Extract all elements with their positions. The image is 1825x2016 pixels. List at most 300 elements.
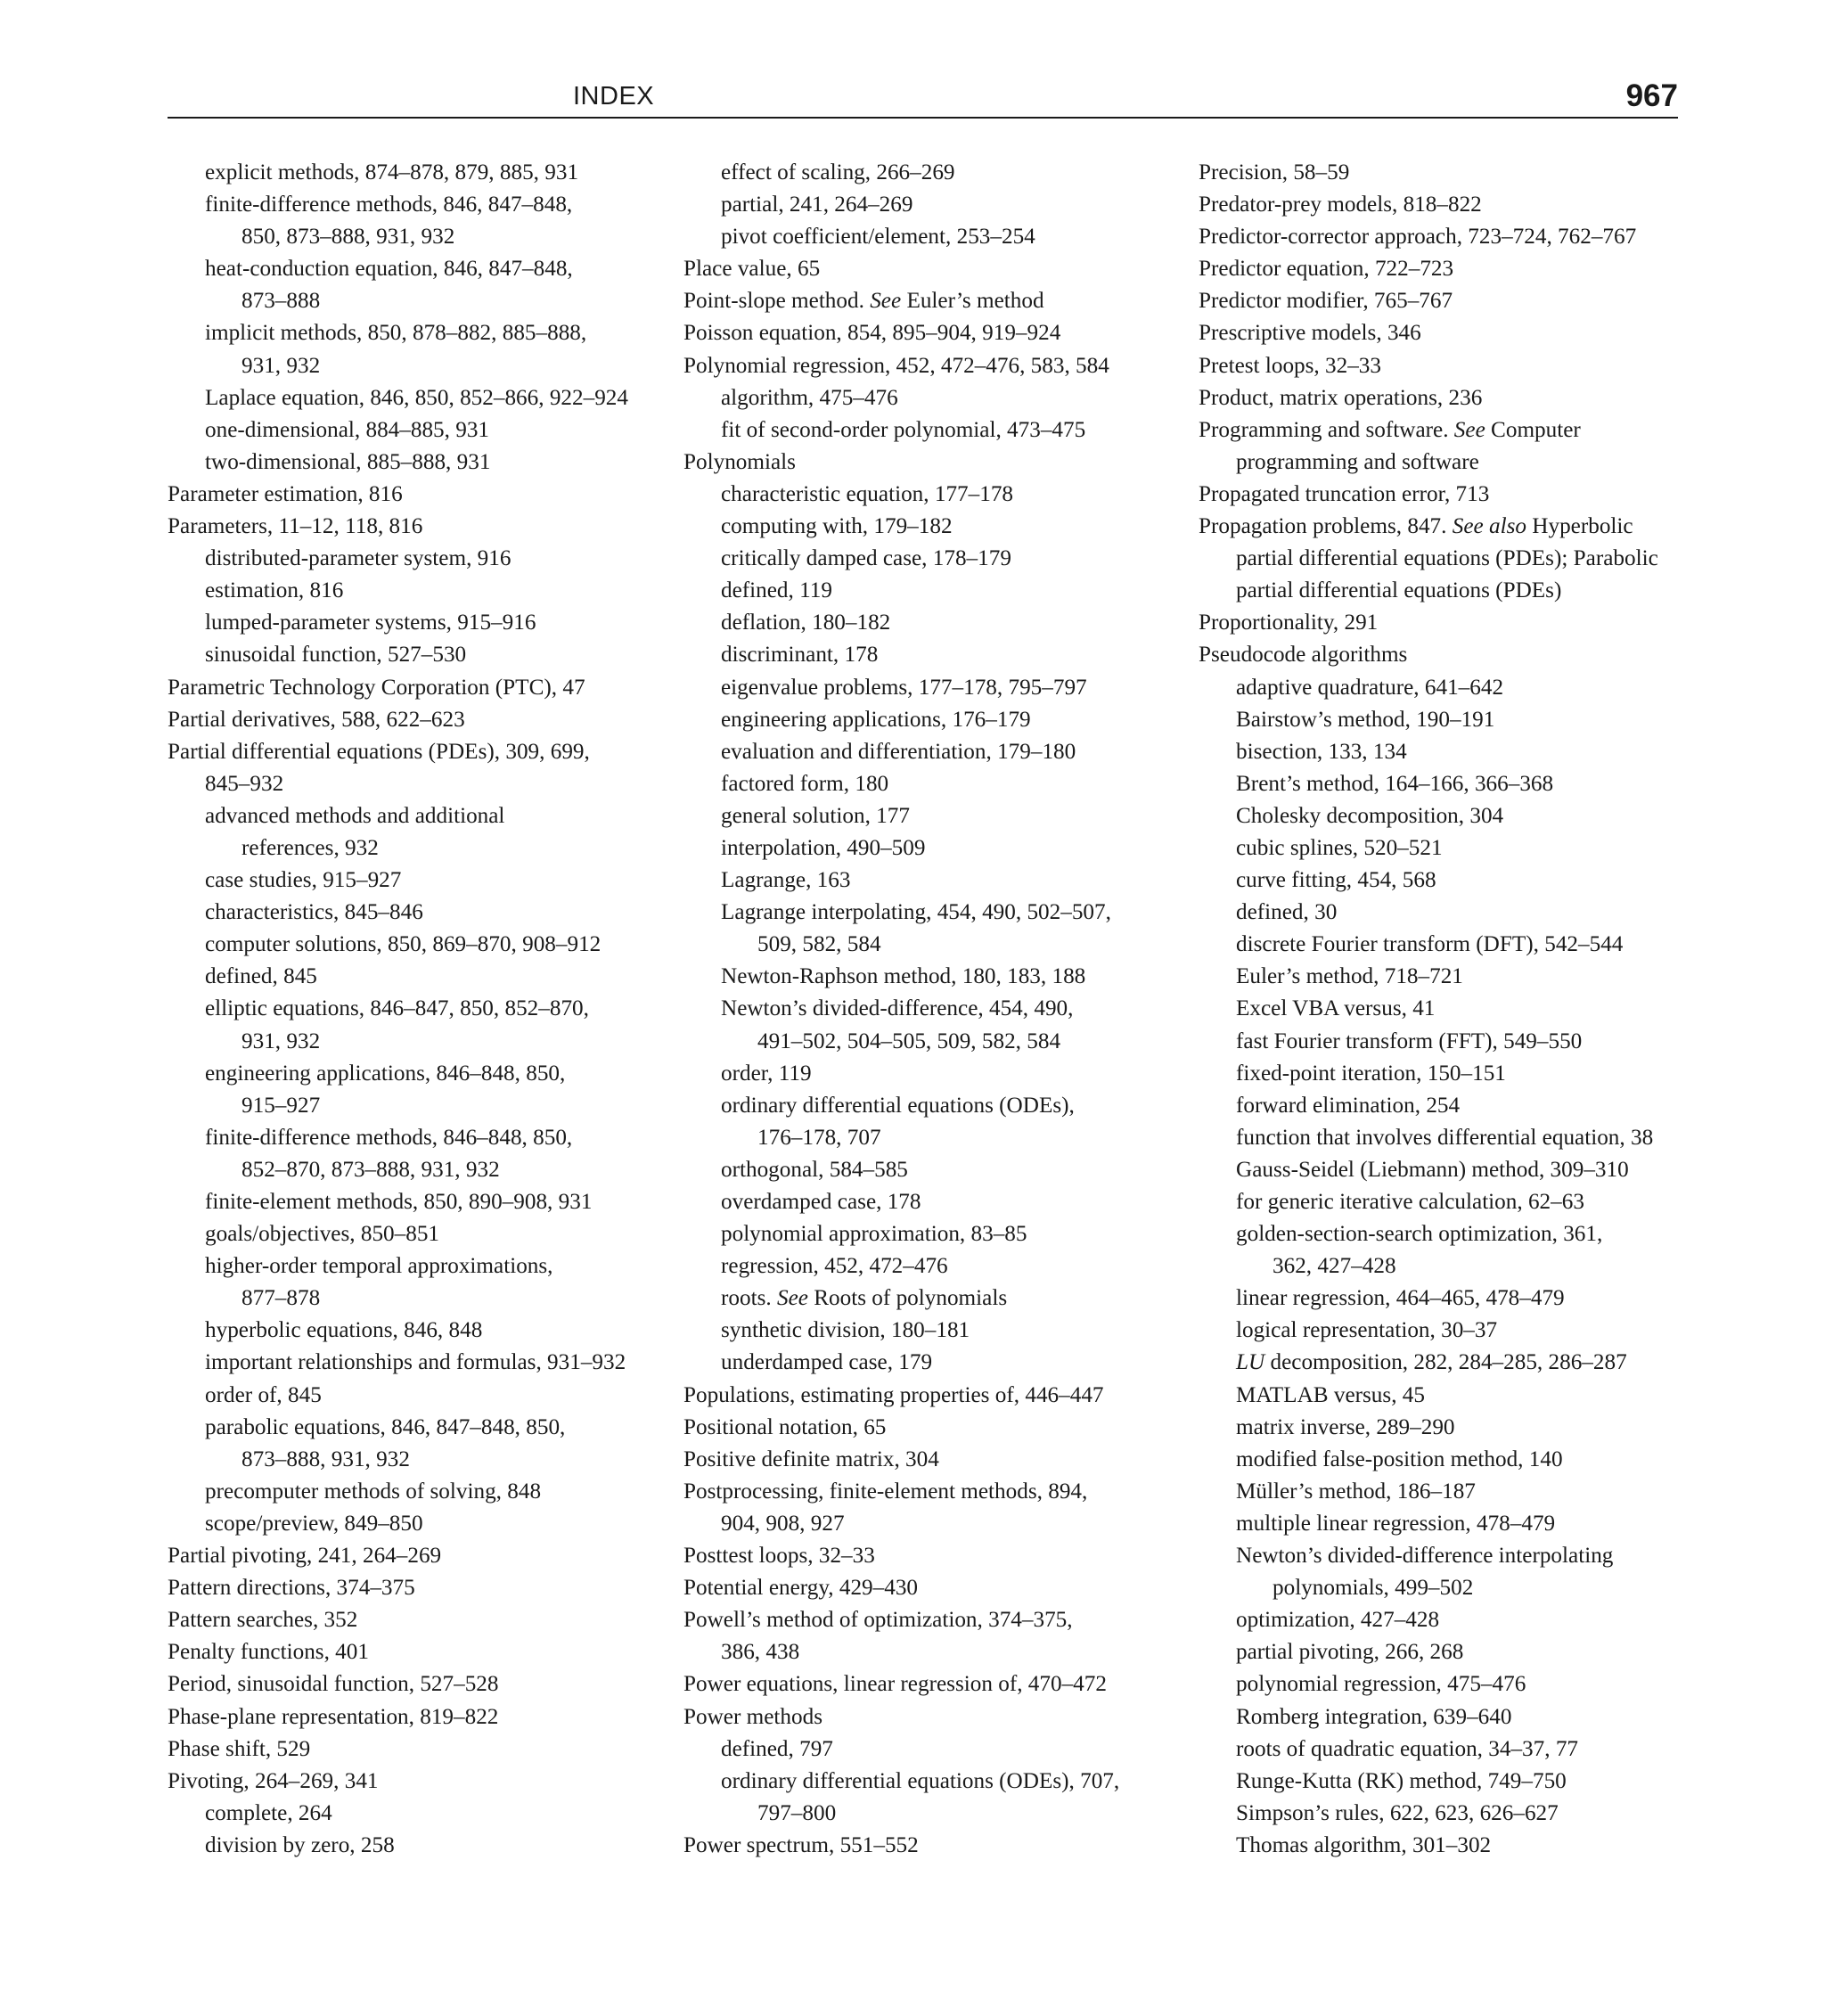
entry-text: discrete Fourier transform (DFT), 542–544 xyxy=(1236,932,1624,957)
index-entry xyxy=(1199,1604,1698,1636)
entry-text: ordinary differential equations (ODEs), xyxy=(721,1093,1075,1118)
index-entry xyxy=(683,1701,1183,1733)
index-column-2 xyxy=(683,157,1183,1862)
entry-text: Predictor equation, 722–723 xyxy=(1199,257,1454,282)
entry-text: Predator-prey models, 818–822 xyxy=(1199,193,1482,217)
entry-text: parabolic equations, 846, 847–848, 850, xyxy=(205,1414,566,1439)
entry-text: lumped-parameter systems, 915–916 xyxy=(205,611,536,635)
entry-text: 386, 438 xyxy=(721,1640,800,1665)
entry-text: Brent’s method, 164–166, 366–368 xyxy=(1236,771,1554,796)
index-entry xyxy=(683,285,1183,317)
index-entry xyxy=(683,1315,1183,1347)
entry-text: partial pivoting, 266, 268 xyxy=(1236,1640,1464,1665)
index-column-3 xyxy=(1199,157,1698,1862)
index-entry xyxy=(1199,1347,1698,1379)
index-entry xyxy=(683,511,1183,543)
entry-text: Bairstow’s method, 190–191 xyxy=(1236,707,1495,732)
index-entry xyxy=(168,897,667,929)
index-entry xyxy=(168,768,667,800)
entry-text: defined, 845 xyxy=(205,964,317,989)
entry-text: 931, 932 xyxy=(241,353,321,378)
entry-text: case studies, 915–927 xyxy=(205,868,402,893)
index-entry xyxy=(683,350,1183,382)
entry-text: finite-difference methods, 846, 847–848, xyxy=(205,193,573,217)
index-entry xyxy=(168,993,667,1025)
index-entry xyxy=(683,543,1183,575)
page-number: 967 xyxy=(1625,78,1678,113)
cross-reference-target: Roots of polynomials xyxy=(814,1286,1008,1311)
index-entry xyxy=(168,1412,667,1444)
index-entry xyxy=(168,704,667,736)
entry-text: Propagation problems, 847. xyxy=(1199,514,1447,539)
index-entry xyxy=(683,800,1183,832)
entry-text: distributed-parameter system, 916 xyxy=(205,546,511,571)
entry-text: Newton-Raphson method, 180, 183, 188 xyxy=(721,964,1086,989)
index-entry xyxy=(683,479,1183,511)
index-entry xyxy=(1199,1283,1698,1315)
index-entry xyxy=(1199,1476,1698,1508)
index-entry xyxy=(683,1122,1183,1154)
index-entry xyxy=(683,1444,1183,1476)
index-entry xyxy=(168,1798,667,1830)
entry-text: ordinary differential equations (ODEs), 707, xyxy=(721,1768,1120,1793)
entry-text: linear regression, 464–465, 478–479 xyxy=(1236,1286,1565,1311)
index-entry xyxy=(168,1636,667,1668)
entry-text: explicit methods, 874–878, 879, 885, 931 xyxy=(205,160,579,184)
index-entry xyxy=(1199,1766,1698,1798)
cross-reference-target: Euler’s method xyxy=(906,289,1044,314)
index-entry xyxy=(683,607,1183,639)
index-entry xyxy=(683,1476,1183,1508)
entry-text: Prescriptive models, 346 xyxy=(1199,321,1421,346)
index-entry xyxy=(683,639,1183,671)
index-entry xyxy=(1199,414,1698,447)
index-entry xyxy=(168,1122,667,1154)
entry-text: one-dimensional, 884–885, 931 xyxy=(205,417,490,442)
entry-text: fixed-point iteration, 150–151 xyxy=(1236,1061,1506,1086)
index-entry xyxy=(683,1186,1183,1218)
index-entry xyxy=(683,1766,1183,1798)
entry-text: Period, sinusoidal function, 527–528 xyxy=(168,1672,499,1697)
index-entry xyxy=(1199,447,1698,479)
index-entry xyxy=(1199,800,1698,832)
index-entry xyxy=(683,1154,1183,1186)
index-entry xyxy=(683,317,1183,349)
index-entry xyxy=(168,1186,667,1218)
index-entry xyxy=(1199,929,1698,961)
index-entry xyxy=(683,1798,1183,1830)
entry-text: for generic iterative calculation, 62–63 xyxy=(1236,1190,1584,1214)
entry-text: Pattern directions, 374–375 xyxy=(168,1576,415,1601)
index-entry xyxy=(1199,1380,1698,1412)
entry-text: Lagrange interpolating, 454, 490, 502–507, xyxy=(721,900,1111,925)
index-entry xyxy=(168,1026,667,1058)
index-entry xyxy=(168,317,667,349)
index-entry xyxy=(168,961,667,993)
index-entry xyxy=(1199,189,1698,221)
entry-text: pivot coefficient/element, 253–254 xyxy=(721,225,1035,250)
entry-text: sinusoidal function, 527–530 xyxy=(205,643,467,668)
entry-text: advanced methods and additional xyxy=(205,803,505,828)
entry-text: Positive definite matrix, 304 xyxy=(683,1446,939,1471)
entry-text: Propagated truncation error, 713 xyxy=(1199,481,1490,506)
index-entry xyxy=(168,1766,667,1798)
entry-text: synthetic division, 180–181 xyxy=(721,1318,970,1343)
entry-text: cubic splines, 520–521 xyxy=(1236,835,1443,860)
entry-text: Polynomial regression, 452, 472–476, 583, 584 xyxy=(683,353,1109,378)
index-entry xyxy=(683,1636,1183,1668)
entry-text: division by zero, 258 xyxy=(205,1832,395,1857)
entry-text: elliptic equations, 846–847, 850, 852–870, xyxy=(205,996,589,1021)
entry-text: Pattern searches, 352 xyxy=(168,1608,358,1633)
entry-text: polynomial regression, 475–476 xyxy=(1236,1672,1526,1697)
cross-reference-label: See xyxy=(776,1286,808,1311)
index-entry xyxy=(168,607,667,639)
entry-text: fast Fourier transform (FFT), 549–550 xyxy=(1236,1028,1583,1053)
index-entry xyxy=(168,1572,667,1604)
entry-text: Phase-plane representation, 819–822 xyxy=(168,1704,499,1729)
entry-text: 797–800 xyxy=(757,1800,837,1825)
index-entry xyxy=(1199,1572,1698,1604)
cross-reference-target: Computer xyxy=(1491,417,1581,442)
entry-text: 904, 908, 927 xyxy=(721,1511,845,1536)
entry-text: references, 932 xyxy=(241,835,379,860)
index-entry xyxy=(683,1668,1183,1700)
index-entry xyxy=(168,639,667,671)
index-entry xyxy=(168,479,667,511)
entry-text: modified false-position method, 140 xyxy=(1236,1446,1563,1471)
index-entry xyxy=(168,929,667,961)
entry-text: algorithm, 475–476 xyxy=(721,385,898,410)
index-entry xyxy=(683,704,1183,736)
entry-text: computer solutions, 850, 869–870, 908–912 xyxy=(205,932,602,957)
entry-text: Newton’s divided-difference, 454, 490, xyxy=(721,996,1074,1021)
entry-text: Power equations, linear regression of, 470–472 xyxy=(683,1672,1107,1697)
entry-text: Penalty functions, 401 xyxy=(168,1640,369,1665)
index-entry xyxy=(683,1347,1183,1379)
entry-text: regression, 452, 472–476 xyxy=(721,1254,948,1279)
index-entry xyxy=(1199,479,1698,511)
entry-text: order, 119 xyxy=(721,1061,812,1086)
index-entry xyxy=(168,1347,667,1379)
entry-text: bisection, 133, 134 xyxy=(1236,739,1407,764)
index-entry xyxy=(1199,511,1698,543)
index-entry xyxy=(683,897,1183,929)
entry-text: Predictor modifier, 765–767 xyxy=(1199,289,1453,314)
entry-text: Product, matrix operations, 236 xyxy=(1199,385,1483,410)
entry-text: Newton’s divided-difference interpolating xyxy=(1236,1544,1614,1569)
index-entry xyxy=(168,157,667,189)
index-entry xyxy=(683,1830,1183,1862)
entry-text: Pretest loops, 32–33 xyxy=(1199,353,1381,378)
entry-text: logical representation, 30–37 xyxy=(1236,1318,1498,1343)
entry-text: Partial pivoting, 241, 264–269 xyxy=(168,1544,442,1569)
index-entry xyxy=(168,800,667,832)
entry-text: order of, 845 xyxy=(205,1382,322,1407)
index-entry xyxy=(1199,285,1698,317)
entry-text: goals/objectives, 850–851 xyxy=(205,1222,440,1247)
index-entry xyxy=(1199,1058,1698,1090)
index-entry xyxy=(168,575,667,607)
entry-text: Thomas algorithm, 301–302 xyxy=(1236,1832,1492,1857)
index-entry xyxy=(1199,221,1698,253)
entry-text: Partial derivatives, 588, 622–623 xyxy=(168,707,465,732)
index-entry xyxy=(1199,672,1698,704)
entry-text: Programming and software. xyxy=(1199,417,1449,442)
index-entry xyxy=(1199,1508,1698,1540)
index-entry xyxy=(683,1540,1183,1572)
cross-reference-label: LU xyxy=(1236,1350,1265,1375)
index-entry xyxy=(1199,961,1698,993)
index-entry xyxy=(1199,736,1698,768)
index-entry xyxy=(168,1830,667,1862)
entry-text: adaptive quadrature, 641–642 xyxy=(1236,675,1504,700)
index-entry xyxy=(1199,1315,1698,1347)
entry-text: Cholesky decomposition, 304 xyxy=(1236,803,1504,828)
entry-text: forward elimination, 254 xyxy=(1236,1093,1461,1118)
entry-text: Power methods xyxy=(683,1704,823,1729)
entry-text: evaluation and differentiation, 179–180 xyxy=(721,739,1076,764)
entry-text: Romberg integration, 639–640 xyxy=(1236,1704,1512,1729)
entry-text: MATLAB versus, 45 xyxy=(1236,1382,1425,1407)
index-entry xyxy=(1199,157,1698,189)
entry-text: finite-element methods, 850, 890–908, 931 xyxy=(205,1190,593,1214)
entry-text: Populations, estimating properties of, 446–447 xyxy=(683,1382,1104,1407)
cross-reference-label: See also xyxy=(1452,514,1526,539)
entry-text: Point-slope method. xyxy=(683,289,864,314)
index-entry xyxy=(683,832,1183,865)
entry-text: function that involves differential equation, 38 xyxy=(1236,1125,1654,1150)
entry-text: Laplace equation, 846, 850, 852–866, 922–924 xyxy=(205,385,628,410)
entry-text: Runge-Kutta (RK) method, 749–750 xyxy=(1236,1768,1567,1793)
index-entry xyxy=(168,832,667,865)
entry-text: finite-difference methods, 846–848, 850, xyxy=(205,1125,573,1150)
entry-text: scope/preview, 849–850 xyxy=(205,1511,423,1536)
index-entry xyxy=(683,1058,1183,1090)
entry-text: defined, 30 xyxy=(1236,900,1338,925)
entry-text: characteristics, 845–846 xyxy=(205,900,423,925)
index-entry xyxy=(683,157,1183,189)
entry-text: implicit methods, 850, 878–882, 885–888, xyxy=(205,321,587,346)
entry-text: interpolation, 490–509 xyxy=(721,835,926,860)
index-entry xyxy=(1199,1701,1698,1733)
index-entry xyxy=(683,1218,1183,1250)
entry-text: roots. xyxy=(721,1286,772,1311)
index-entry xyxy=(1199,253,1698,285)
entry-text: programming and software xyxy=(1236,449,1479,474)
running-head: INDEX xyxy=(573,82,655,111)
index-entry xyxy=(683,1283,1183,1315)
entry-text: Parameters, 11–12, 118, 816 xyxy=(168,514,423,539)
entry-text: partial differential equations (PDEs); Parabolic xyxy=(1236,546,1658,571)
entry-text: two-dimensional, 885–888, 931 xyxy=(205,449,491,474)
index-entry xyxy=(683,1026,1183,1058)
index-entry xyxy=(168,543,667,575)
entry-text: polynomials, 499–502 xyxy=(1273,1576,1474,1601)
index-entry xyxy=(168,1668,667,1700)
index-entry xyxy=(168,382,667,414)
index-entry xyxy=(683,1572,1183,1604)
entry-text: complete, 264 xyxy=(205,1800,332,1825)
entry-text: Pseudocode algorithms xyxy=(1199,643,1408,668)
index-entry xyxy=(1199,897,1698,929)
index-entry xyxy=(168,1540,667,1572)
index-entry xyxy=(1199,1733,1698,1766)
entry-text: Place value, 65 xyxy=(683,257,821,282)
entry-text: estimation, 816 xyxy=(205,578,344,603)
index-entry xyxy=(1199,1218,1698,1250)
entry-text: golden-section-search optimization, 361, xyxy=(1236,1222,1603,1247)
index-entry xyxy=(168,1090,667,1122)
entry-text: eigenvalue problems, 177–178, 795–797 xyxy=(721,675,1087,700)
index-entry xyxy=(1199,1154,1698,1186)
entry-text: curve fitting, 454, 568 xyxy=(1236,868,1436,893)
cross-reference-target: Hyperbolic xyxy=(1532,514,1633,539)
entry-text: Predictor-corrector approach, 723–724, 762–767 xyxy=(1199,225,1637,250)
entry-text: 509, 582, 584 xyxy=(757,932,881,957)
index-entry xyxy=(683,993,1183,1025)
index-column-1 xyxy=(168,157,667,1862)
entry-text: Power spectrum, 551–552 xyxy=(683,1832,919,1857)
entry-text: higher-order temporal approximations, xyxy=(205,1254,553,1279)
index-entry xyxy=(1199,1186,1698,1218)
entry-text: Partial differential equations (PDEs), 309, 699, xyxy=(168,739,590,764)
index-entry xyxy=(168,1604,667,1636)
entry-text: fit of second-order polynomial, 473–475 xyxy=(721,417,1086,442)
entry-text: Powell’s method of optimization, 374–375, xyxy=(683,1608,1073,1633)
index-entry xyxy=(1199,1798,1698,1830)
index-entry xyxy=(168,350,667,382)
entry-text: effect of scaling, 266–269 xyxy=(721,160,955,184)
index-entry xyxy=(1199,1412,1698,1444)
index-entry xyxy=(683,865,1183,897)
index-entry xyxy=(168,672,667,704)
index-entry xyxy=(1199,543,1698,575)
index-entry xyxy=(168,1733,667,1766)
index-entry xyxy=(168,1701,667,1733)
entry-text: Positional notation, 65 xyxy=(683,1414,887,1439)
index-entry xyxy=(168,221,667,253)
entry-text: Simpson’s rules, 622, 623, 626–627 xyxy=(1236,1800,1559,1825)
index-entry xyxy=(168,1250,667,1283)
index-entry xyxy=(683,1733,1183,1766)
index-entry xyxy=(1199,317,1698,349)
index-entry xyxy=(1199,865,1698,897)
index-entry xyxy=(1199,704,1698,736)
index-entry xyxy=(1199,832,1698,865)
index-entry xyxy=(683,672,1183,704)
entry-text: defined, 119 xyxy=(721,578,832,603)
entry-text: defined, 797 xyxy=(721,1736,833,1761)
entry-text: Potential energy, 429–430 xyxy=(683,1576,919,1601)
entry-text: partial, 241, 264–269 xyxy=(721,193,913,217)
entry-text: deflation, 180–182 xyxy=(721,611,891,635)
index-entry xyxy=(683,929,1183,961)
entry-text: computing with, 179–182 xyxy=(721,514,953,539)
index-entry xyxy=(683,768,1183,800)
index-entry xyxy=(1199,768,1698,800)
index-entry xyxy=(1199,607,1698,639)
entry-text: precomputer methods of solving, 848 xyxy=(205,1479,542,1504)
entry-text: 915–927 xyxy=(241,1093,321,1118)
index-entry xyxy=(168,736,667,768)
entry-text: 845–932 xyxy=(205,771,284,796)
entry-text: Parametric Technology Corporation (PTC), 47 xyxy=(168,675,585,700)
entry-text: matrix inverse, 289–290 xyxy=(1236,1414,1455,1439)
index-entry xyxy=(168,1058,667,1090)
entry-text: discriminant, 178 xyxy=(721,643,879,668)
entry-text: 176–178, 707 xyxy=(757,1125,881,1150)
entry-text: 931, 932 xyxy=(241,1028,321,1053)
entry-text: Phase shift, 529 xyxy=(168,1736,311,1761)
index-entry xyxy=(683,1380,1183,1412)
index-entry xyxy=(1199,993,1698,1025)
entry-text: Poisson equation, 854, 895–904, 919–924 xyxy=(683,321,1061,346)
index-entry xyxy=(168,1283,667,1315)
entry-text: 850, 873–888, 931, 932 xyxy=(241,225,455,250)
entry-text: factored form, 180 xyxy=(721,771,889,796)
entry-text: engineering applications, 846–848, 850, xyxy=(205,1061,566,1086)
index-entry xyxy=(1199,350,1698,382)
entry-text: 852–870, 873–888, 931, 932 xyxy=(241,1157,500,1182)
entry-text: 873–888 xyxy=(241,289,321,314)
index-entry xyxy=(1199,1830,1698,1862)
cross-reference-target: decomposition, 282, 284–285, 286–287 xyxy=(1270,1350,1627,1375)
entry-text: 877–878 xyxy=(241,1286,321,1311)
index-entry xyxy=(683,253,1183,285)
entry-text: general solution, 177 xyxy=(721,803,910,828)
entry-text: polynomial approximation, 83–85 xyxy=(721,1222,1027,1247)
index-entry xyxy=(168,1476,667,1508)
index-entry xyxy=(168,1508,667,1540)
entry-text: partial differential equations (PDEs) xyxy=(1236,578,1562,603)
entry-text: 873–888, 931, 932 xyxy=(241,1446,410,1471)
index-entry xyxy=(683,221,1183,253)
index-entry xyxy=(168,511,667,543)
page-header xyxy=(168,77,1678,116)
entry-text: Postprocessing, finite-element methods, 894, xyxy=(683,1479,1088,1504)
entry-text: critically damped case, 178–179 xyxy=(721,546,1011,571)
index-entry xyxy=(168,414,667,447)
entry-text: Posttest loops, 32–33 xyxy=(683,1544,875,1569)
entry-text: 491–502, 504–505, 509, 582, 584 xyxy=(757,1028,1061,1053)
index-entry xyxy=(168,1444,667,1476)
entry-text: Proportionality, 291 xyxy=(1199,611,1379,635)
index-entry xyxy=(168,447,667,479)
entry-text: heat-conduction equation, 846, 847–848, xyxy=(205,257,573,282)
index-entry xyxy=(168,253,667,285)
index-entry xyxy=(168,1154,667,1186)
index-entry xyxy=(683,1250,1183,1283)
index-entry xyxy=(683,961,1183,993)
index-entry xyxy=(683,189,1183,221)
entry-text: hyperbolic equations, 846, 848 xyxy=(205,1318,483,1343)
entry-text: Pivoting, 264–269, 341 xyxy=(168,1768,379,1793)
entry-text: Parameter estimation, 816 xyxy=(168,481,403,506)
entry-text: Polynomials xyxy=(683,449,796,474)
index-entry xyxy=(683,447,1183,479)
entry-text: Müller’s method, 186–187 xyxy=(1236,1479,1476,1504)
index-entry xyxy=(683,1412,1183,1444)
entry-text: Euler’s method, 718–721 xyxy=(1236,964,1463,989)
entry-text: 362, 427–428 xyxy=(1273,1254,1396,1279)
index-entry xyxy=(1199,1636,1698,1668)
index-entry xyxy=(1199,1090,1698,1122)
entry-text: Lagrange, 163 xyxy=(721,868,851,893)
header-rule xyxy=(168,117,1678,119)
index-entry xyxy=(168,1315,667,1347)
index-entry xyxy=(683,382,1183,414)
